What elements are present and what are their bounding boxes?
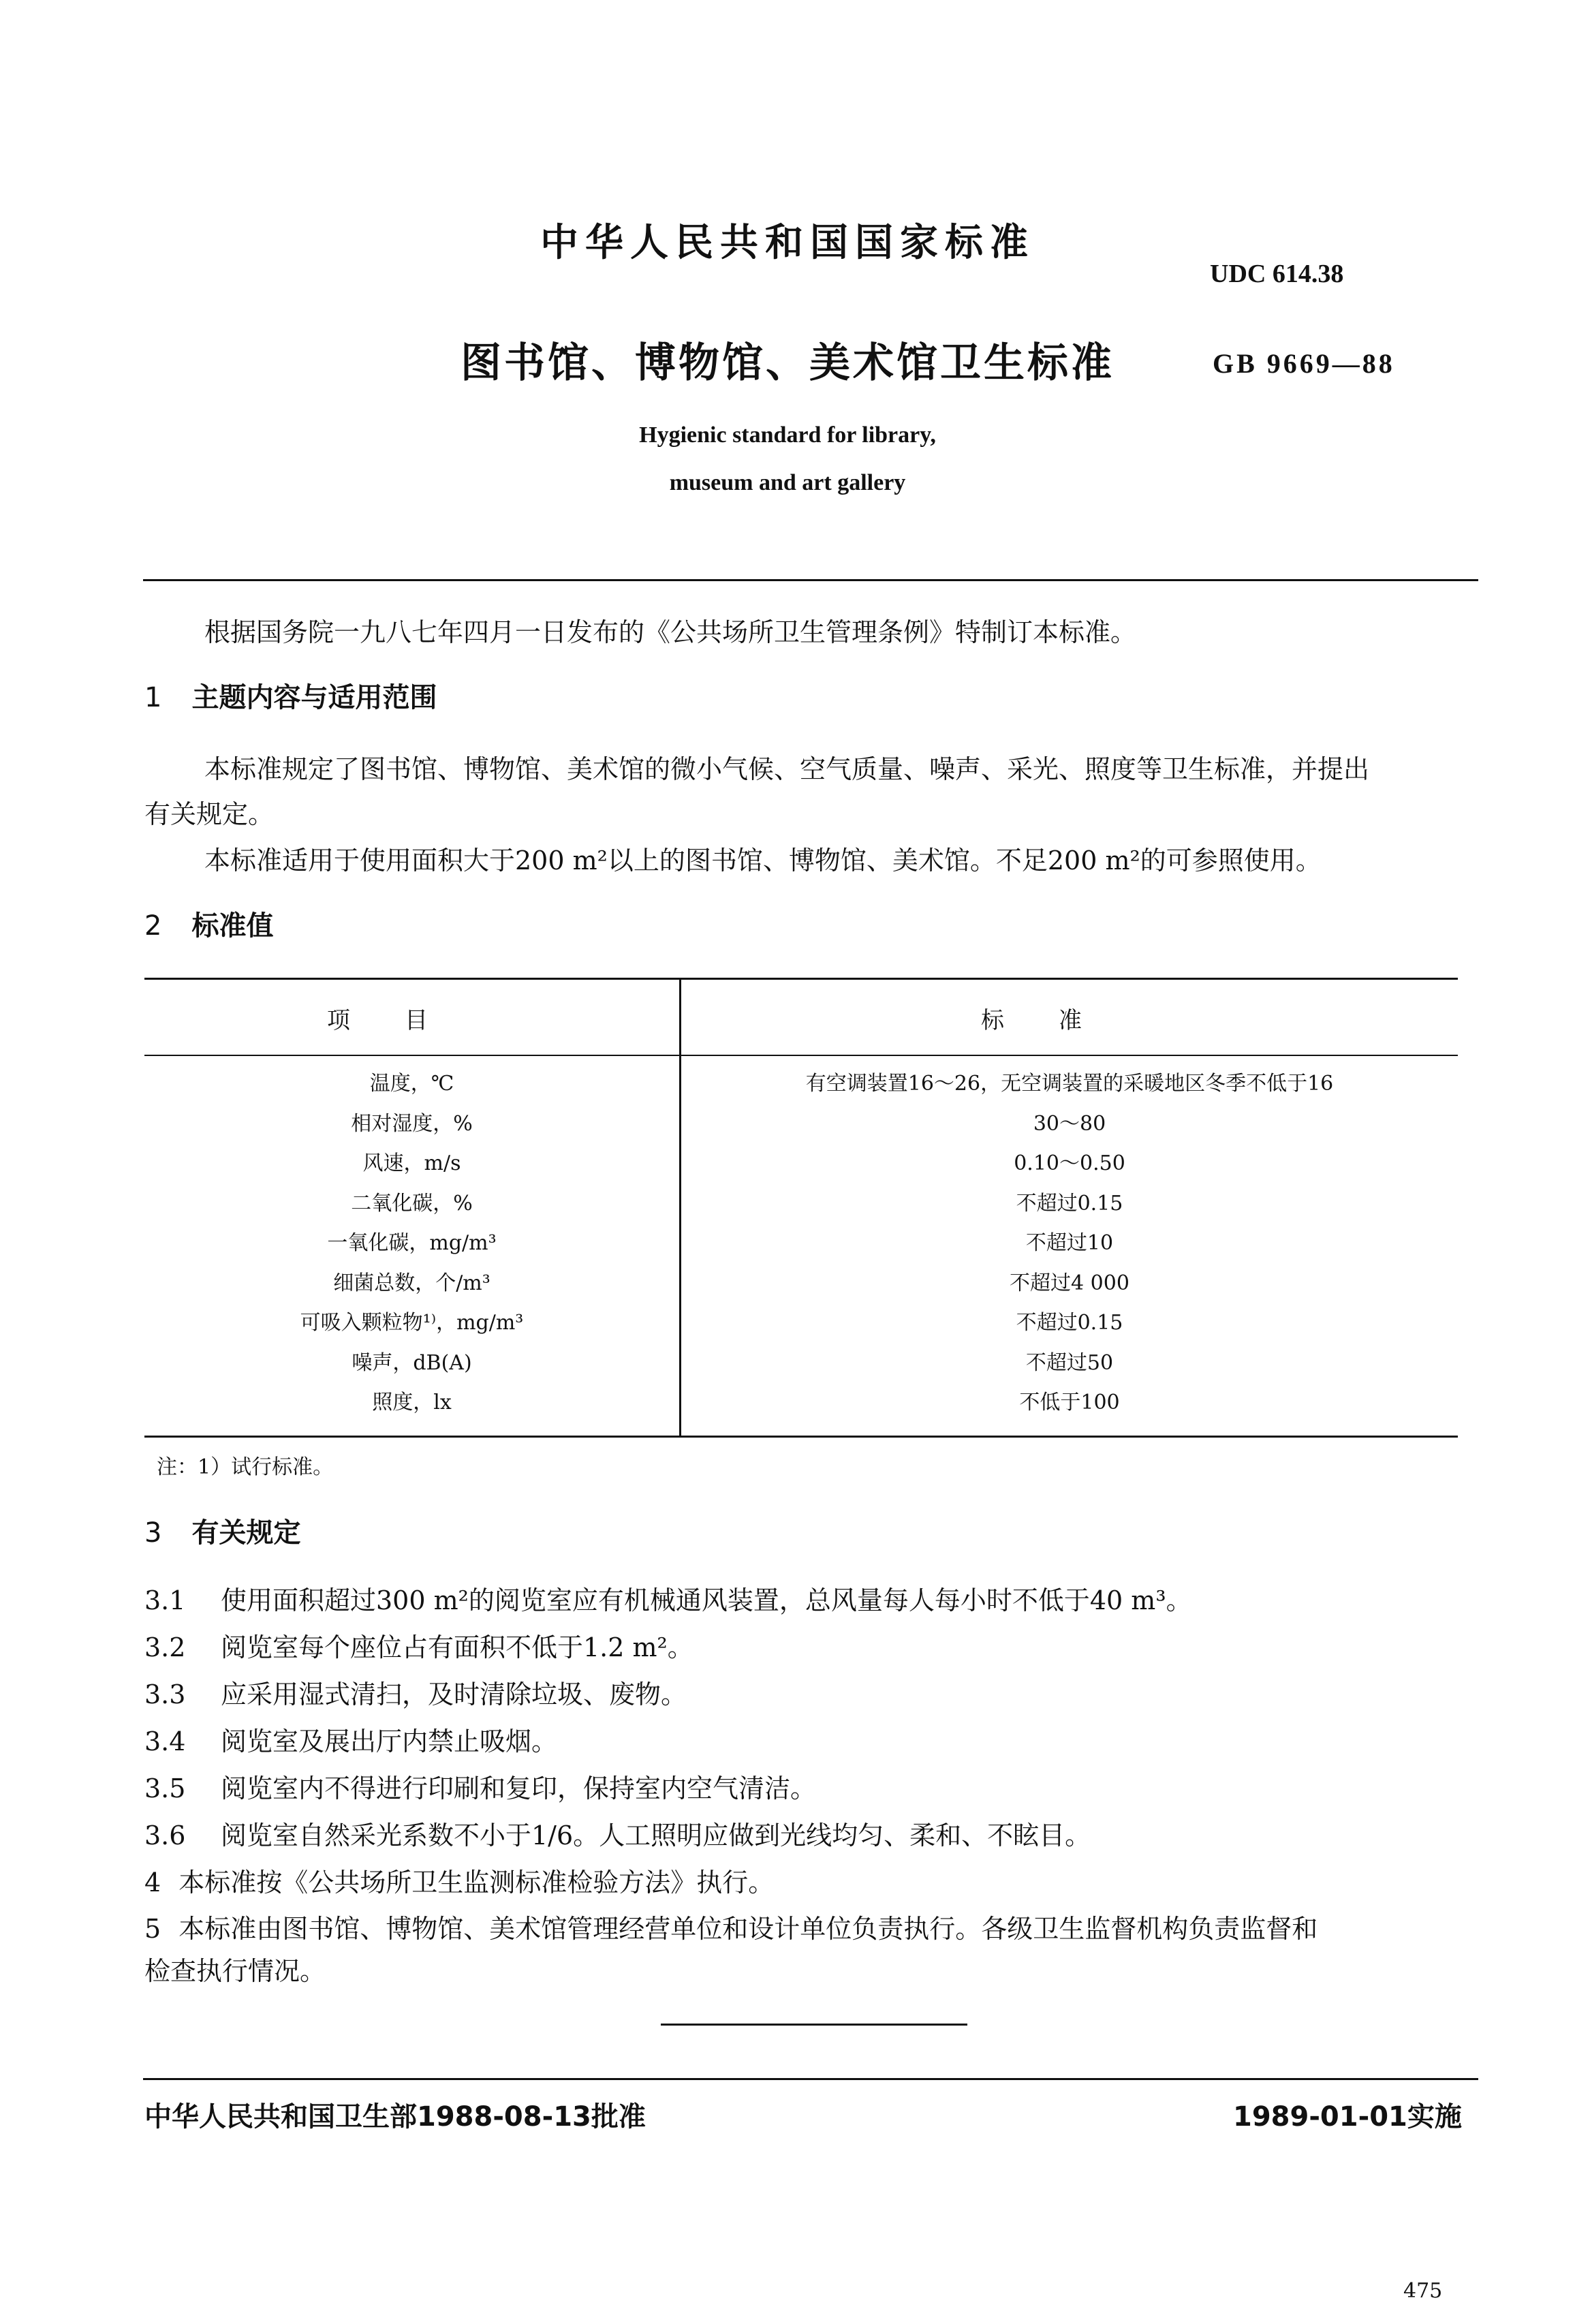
section-4 bbox=[144, 1861, 774, 1899]
clause-text: 阅览室内不得进行印刷和复印，保持室内空气清洁。 bbox=[221, 1773, 817, 1803]
clause-3-4 bbox=[144, 1720, 557, 1758]
table-cell-standard: 不超过50 bbox=[1025, 1350, 1114, 1375]
clause-3-3 bbox=[144, 1673, 687, 1711]
clause-text: 阅览室每个座位占有面积不低于1.2 m²。 bbox=[221, 1632, 693, 1662]
table-top-border bbox=[144, 978, 1458, 980]
udc-code: UDC 614.38 bbox=[1210, 260, 1344, 288]
clause-3-2 bbox=[144, 1626, 693, 1664]
effective-date: 1989-01-01实施 bbox=[1233, 2101, 1462, 2133]
standard-type-heading: 中华人民共和国国家标准 bbox=[540, 221, 1035, 265]
header-divider bbox=[143, 579, 1478, 581]
intro-paragraph: 根据国务院一九八七年四月一日发布的《公共场所卫生管理条例》特制订本标准。 bbox=[204, 617, 1137, 647]
section-3-heading bbox=[144, 1511, 300, 1550]
table-cell-item: 可吸入颗粒物¹⁾，mg/m³ bbox=[300, 1311, 524, 1335]
table-cell-standard: 0.10～0.50 bbox=[1014, 1151, 1125, 1175]
section-number: 1 bbox=[144, 682, 162, 713]
table-cell-item: 噪声，dB(A) bbox=[352, 1350, 472, 1375]
section-1-paragraph-1-line-2: 有关规定。 bbox=[144, 799, 275, 829]
section-title: 主题内容与适用范围 bbox=[191, 682, 437, 713]
clause-number: 3.6 bbox=[144, 1821, 186, 1850]
section-2-heading bbox=[144, 904, 273, 943]
table-cell-standard: 有空调装置16～26，无空调装置的采暖地区冬季不低于16 bbox=[805, 1072, 1334, 1096]
section-number: 3 bbox=[144, 1517, 162, 1549]
clause-text: 使用面积超过300 m²的阅览室应有机械通风装置，总风量每人每小时不低于40 m³。 bbox=[221, 1585, 1192, 1615]
english-title-line-2: museum and art gallery bbox=[669, 470, 906, 495]
section-text: 本标准由图书馆、博物馆、美术馆管理经营单位和设计单位负责执行。各级卫生监督机构负责监督和 bbox=[178, 1914, 1318, 1944]
end-of-text-rule bbox=[661, 2024, 967, 2026]
section-number: 5 bbox=[144, 1914, 161, 1944]
clause-text: 阅览室自然采光系数不小于1/6。人工照明应做到光线均匀、柔和、不眩目。 bbox=[221, 1821, 1091, 1850]
table-footnote: 注：1）试行标准。 bbox=[157, 1455, 334, 1479]
table-bottom-border bbox=[144, 1436, 1458, 1438]
table-cell-item: 细菌总数，个/m³ bbox=[333, 1271, 490, 1295]
table-cell-standard: 不超过4 000 bbox=[1010, 1271, 1129, 1295]
section-title: 有关规定 bbox=[191, 1517, 301, 1549]
table-header-standard: 标准 bbox=[981, 1007, 1136, 1034]
table-cell-item: 温度，℃ bbox=[369, 1072, 454, 1096]
table-item-column bbox=[144, 1064, 679, 1423]
clause-number: 3.4 bbox=[144, 1726, 186, 1756]
clause-3-1 bbox=[144, 1579, 1192, 1617]
table-cell-item: 风速，m/s bbox=[362, 1151, 461, 1175]
table-cell-standard: 30～80 bbox=[1033, 1111, 1106, 1136]
section-number: 4 bbox=[144, 1868, 161, 1897]
table-cell-standard: 不超过10 bbox=[1025, 1231, 1114, 1255]
table-header-divider bbox=[144, 1055, 1458, 1056]
table-cell-item: 一氧化碳，mg/m³ bbox=[327, 1231, 497, 1255]
clause-number: 3.1 bbox=[144, 1585, 186, 1615]
clause-3-5 bbox=[144, 1767, 816, 1805]
clause-text: 阅览室及展出厅内禁止吸烟。 bbox=[221, 1726, 558, 1756]
clause-number: 3.3 bbox=[144, 1679, 186, 1709]
clause-number: 3.5 bbox=[144, 1773, 186, 1803]
footer-divider bbox=[143, 2078, 1478, 2080]
document-title: 图书馆、博物馆、美术馆卫生标准 bbox=[461, 339, 1114, 387]
page-number: 475 bbox=[1403, 2279, 1443, 2303]
section-1-paragraph-1-line-1: 本标准规定了图书馆、博物馆、美术馆的微小气候、空气质量、噪声、采光、照度等卫生标准，并提出 bbox=[204, 754, 1370, 784]
english-title-line-1: Hygienic standard for library, bbox=[639, 422, 936, 448]
table-cell-item: 相对湿度，% bbox=[351, 1111, 473, 1136]
section-number: 2 bbox=[144, 910, 162, 942]
table-cell-standard: 不超过0.15 bbox=[1016, 1311, 1123, 1335]
section-5-line-2: 检查执行情况。 bbox=[144, 1956, 326, 1986]
section-1-heading bbox=[144, 676, 437, 715]
approval-line: 中华人民共和国卫生部1988-08-13批准 bbox=[144, 2101, 646, 2133]
table-header-item: 项目 bbox=[327, 1007, 482, 1034]
table-cell-standard: 不低于100 bbox=[1019, 1391, 1120, 1414]
table-cell-standard: 不超过0.15 bbox=[1016, 1191, 1123, 1215]
section-5-line-1 bbox=[144, 1908, 1480, 1945]
gb-number: GB 9669—88 bbox=[1213, 348, 1395, 379]
clause-number: 3.2 bbox=[144, 1632, 186, 1662]
table-cell-item: 二氧化碳，% bbox=[351, 1191, 473, 1215]
section-text: 本标准按《公共场所卫生监测标准检验方法》执行。 bbox=[178, 1868, 775, 1897]
table-standard-column bbox=[681, 1064, 1458, 1423]
clause-3-6 bbox=[144, 1814, 1091, 1852]
table-cell-item: 照度，lx bbox=[372, 1391, 452, 1414]
section-1-paragraph-2: 本标准适用于使用面积大于200 m²以上的图书馆、博物馆、美术馆。不足200 m²的可参照使用。 bbox=[204, 846, 1322, 876]
clause-text: 应采用湿式清扫，及时清除垃圾、废物。 bbox=[221, 1679, 687, 1709]
section-title: 标准值 bbox=[191, 910, 274, 942]
